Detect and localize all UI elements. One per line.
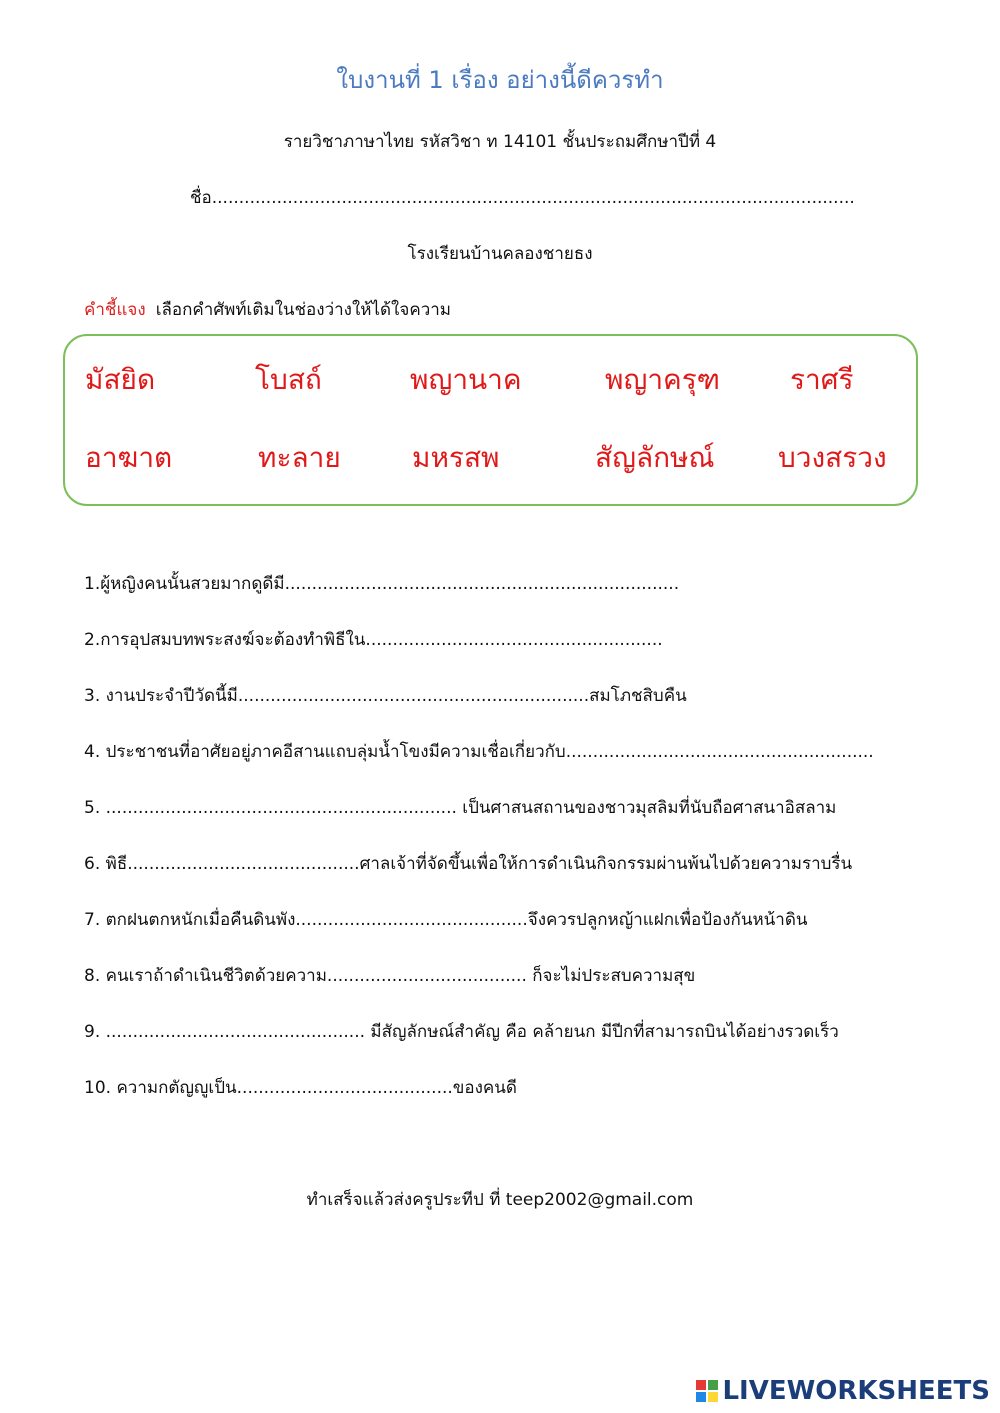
footer-instruction: ทำเสร็จแล้วส่งครูประทีป ที่ teep2002@gmail.com (306, 1190, 694, 1210)
instructions-text: เลือกคำศัพท์เติมในช่องว่างให้ได้ใจความ (155, 300, 451, 320)
question-3[interactable]: 3. งานประจำปีวัดนี้มี.................................................................สมโภชสิบคืน (84, 686, 687, 706)
name-field-line: ชื่อ....................................................................................................................... (190, 188, 855, 208)
brand-logo-square (696, 1380, 706, 1390)
question-9[interactable]: 9. ................................................ มีสัญลักษณ์สำคัญ คือ คล้ายนก มีปีกที่สามารถบินได้อย่างรวดเร็ว (84, 1022, 839, 1042)
question-4[interactable]: 4. ประชาชนที่อาศัยอยู่ภาคอีสานแถบลุ่มน้ำโขงมีความเชื่อเกี่ยวกับ......................................................... (84, 742, 874, 762)
instructions (84, 296, 451, 323)
liveworksheets-logo (696, 1376, 990, 1406)
word-bank-item: ราศรี (790, 363, 854, 396)
school-name: โรงเรียนบ้านคลองชายธง (407, 244, 593, 264)
brand-logo-icon (696, 1380, 718, 1402)
word-bank-item: พญานาค (410, 363, 522, 396)
brand-logo-square (708, 1392, 718, 1402)
question-5[interactable]: 5. ................................................................. เป็นศาสนสถานของชาวมุสลิมที่นับถือศาสนาอิสลาม (84, 798, 837, 818)
question-7[interactable]: 7. ตกฝนตกหนักเมื่อคืนดินพัง...........................................จึงควรปลูกหญ้าแฝกเพื่อป้องกันหน้าดิน (84, 910, 808, 930)
question-2[interactable]: 2.การอุปสมบทพระสงฆ์จะต้องทำพิธีใน....................................................... (84, 630, 663, 650)
question-10[interactable]: 10. ความกตัญญูเป็น........................................ของคนดี (84, 1078, 517, 1098)
instructions-label: คำชี้แจง (84, 300, 146, 320)
question-6[interactable]: 6. พิธี...........................................ศาลเจ้าที่จัดขึ้นเพื่อให้การดำเนินกิจกรรมผ่านพ้นไปด้วยความราบรื่น (84, 854, 853, 874)
word-bank-item: อาฆาต (85, 441, 173, 474)
brand-logo-square (696, 1392, 706, 1402)
word-bank-item: มัสยิด (85, 363, 156, 396)
word-bank-box (63, 334, 918, 506)
word-bank-item: พญาครุฑ (605, 363, 721, 396)
question-1[interactable]: 1.ผู้หญิงคนนั้นสวยมากดูดีมี......................................................................... (84, 574, 680, 594)
word-bank-item: บวงสรวง (778, 441, 887, 474)
word-bank-item: สัญลักษณ์ (595, 441, 715, 474)
question-8[interactable]: 8. คนเราถ้าดำเนินชีวิตด้วยความ..................................... ก็จะไม่ประสบความสุข (84, 966, 696, 986)
subject-line: รายวิชาภาษาไทย รหัสวิชา ท 14101 ชั้นประถมศึกษาปีที่ 4 (283, 132, 717, 152)
word-bank-item: มหรสพ (412, 441, 500, 474)
word-bank-item: โบสถ์ (255, 363, 322, 396)
brand-name: LIVEWORKSHEETS (722, 1376, 990, 1406)
word-bank-item: ทะลาย (258, 441, 341, 474)
worksheet-title: ใบงานที่ 1 เรื่อง อย่างนี้ดีควรทำ (336, 66, 664, 94)
brand-logo-square (708, 1380, 718, 1390)
